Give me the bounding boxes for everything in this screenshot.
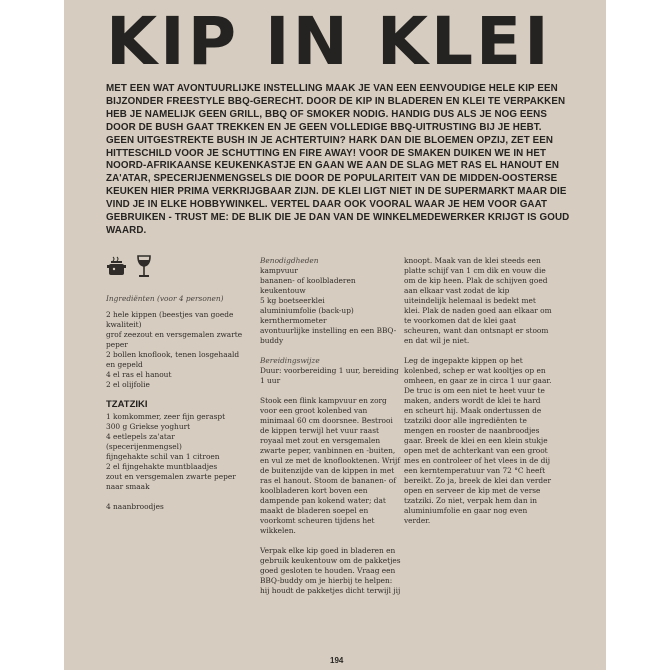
method-column-continued: [404, 256, 552, 536]
list-item: bananen- of koolbladeren: [260, 276, 356, 285]
list-item: 5 kg boetseerklei: [260, 296, 325, 305]
list-item: aluminiumfolie (back-up): [260, 306, 354, 315]
page-number: 194: [330, 656, 344, 665]
list-item: fijngehakte schil van 1 citroen: [106, 452, 220, 461]
page-title: KIP IN KLEI: [106, 3, 552, 80]
naan-item: 4 naanbroodjes: [106, 502, 164, 511]
method-paragraph-3: knoopt. Maak van de klei steeds een platte schijf van 1 cm dik en vouw die om de kip heen. Plak de schijven goed aan elkaar vast zodat de kip uiteindelijk helemaal is bedekt met klei. Plak de naden goed aan elkaar om te voorkomen dat de klei gaat scheuren, want dan ontsnapt er stoom en dat wil je niet.: [404, 256, 552, 345]
list-item: 4 eetlepels za'atar (specerijenmengsel): [106, 432, 182, 451]
method-paragraph-1: Stook een flink kampvuur en zorg voor een groot kolenbed van minimaal 60 cm doorsnee. Bestrooi de kippen terwijl het vuur raast royaal met zout en versgemalen zwarte peper, vanbinnen en -buiten, en vul ze met de knoflooktenen. Wrijf de buitenzijde van de kippen in met ras el hanout. Stoom de bananen- of koolbladeren kort boven een dampende pan kokend water; dat maakt de bladeren soepel en voorkomt scheuren tijdens het wikkelen.: [260, 396, 401, 535]
ingredients-column: [106, 254, 248, 512]
wine-glass-icon: [136, 255, 152, 282]
method-paragraph-4: Leg de ingepakte kippen op het kolenbed, schep er wat kooltjes op en omheen, en gaar ze in circa 1 uur gaar. De truc is om een niet te heet vuur te maken, anders wordt de klei te hard en scheurt hij. Maak ondertussen de tzatziki door alle ingrediënten te mengen en rooster de naanbroodjes gaar. Breek de klei en een klein stukje open met de achterkant van een groot mes en controleer of het vlees in de dij een kerntemperatuur van 72 °C heeft bereikt. Zo ja, breek de klei dan verder open en serveer de kip met de verse tzatziki. Zo niet, verpak hem dan in aluminiumfolie en gaar nog even verder.: [404, 356, 552, 525]
tzatziki-heading: TZATZIKI: [106, 399, 148, 410]
method-paragraph-2: Verpak elke kip goed in bladeren en gebruik keukentouw om de pakketjes goed gesloten te houden. Vraag een BBQ-buddy om je hierbij te helpen: hij houdt de pakketjes dicht terwijl jij: [260, 546, 401, 595]
pot-icon: [106, 256, 128, 281]
list-item: grof zeezout en versgemalen zwarte peper: [106, 330, 243, 349]
method-duration: Duur: voorbereiding 1 uur, bereiding 1 uur: [260, 366, 399, 385]
list-item: 1 komkommer, zeer fijn geraspt: [106, 412, 226, 421]
tzatziki-list: [106, 412, 248, 492]
magazine-page: [64, 0, 606, 670]
recipe-icons: [106, 254, 248, 282]
intro-text: MET EEN WAT AVONTUURLIJKE INSTELLING MAAK JE VAN EEN EENVOUDIGE HELE KIP EEN BIJZONDER FREESTYLE BBQ-GERECHT. DOOR DE KIP IN BLADEREN EN KLEI TE VERPAKKEN HEB JE NAMELIJK GEEN GRILL, BBQ OF SMOKER NODIG. HANDIG DUS ALS JE NOG EENS DOOR DE BUSH GAAT TREKKEN EN JE GEEN VOLLEDIGE BBQ-UITRUSTING BIJ JE HEBT. GEEN UITGESTREKTE BUSH IN JE ACHTERTUIN? HARK DAN DIE BLOEMEN OPZIJ, ZET EEN HITTESCHILD VOOR JE SCHUTTING EN FIRE AWAY! VOOR DE SMAKEN DUIKEN WE IN HET NOORD-AFRIKAANSE KEUKENKASTJE EN GAAN WE AAN DE SLAG MET RAS EL HANOUT EN ZA'ATAR, SPECERIJENMENGSELS DIE DOOR DE POPULARITEIT VAN DE MIDDEN-OOSTERSE KEUKEN HIER PRIMA VERKRIJGBAAR ZIJN. DE KLEI LIGT NIET IN DE SUPERMARKT MAAR DIE VIND JE IN ELKE HOBBYWINKEL. VERTEL DAAR OOK VOORAL WAAR JE HEM VOOR GAAT GEBRUIKEN - TRUST ME: DE BLIK DIE JE DAN VAN DE WINKELMEDEWERKER KRIJGT IS GOUD WAARD.: [106, 83, 570, 236]
list-item: zout en versgemalen zwarte peper naar smaak: [106, 472, 236, 491]
list-item: keukentouw: [260, 286, 306, 295]
list-item: 2 el olijfolie: [106, 380, 150, 389]
list-item: kampvuur: [260, 266, 298, 275]
list-item: 2 hele kippen (beestjes van goede kwaliteit): [106, 310, 234, 329]
list-item: kernthermometer: [260, 316, 327, 325]
method-column: [260, 256, 403, 606]
list-item: 300 g Griekse yoghurt: [106, 422, 191, 431]
equipment-heading: Benodigdheden: [260, 256, 319, 265]
list-item: 2 bollen knoflook, tenen losgehaald en gepeld: [106, 350, 240, 369]
method-heading: Bereidingswijze: [260, 356, 320, 365]
list-item: 4 el ras el hanout: [106, 370, 172, 379]
equipment-list: [260, 266, 403, 346]
ingredients-heading: Ingrediënten (voor 4 personen): [106, 294, 224, 303]
list-item: avontuurlijke instelling en een BBQ-buddy: [260, 326, 397, 345]
ingredients-list: [106, 310, 248, 390]
list-item: 2 el fijngehakte muntblaadjes: [106, 462, 218, 471]
